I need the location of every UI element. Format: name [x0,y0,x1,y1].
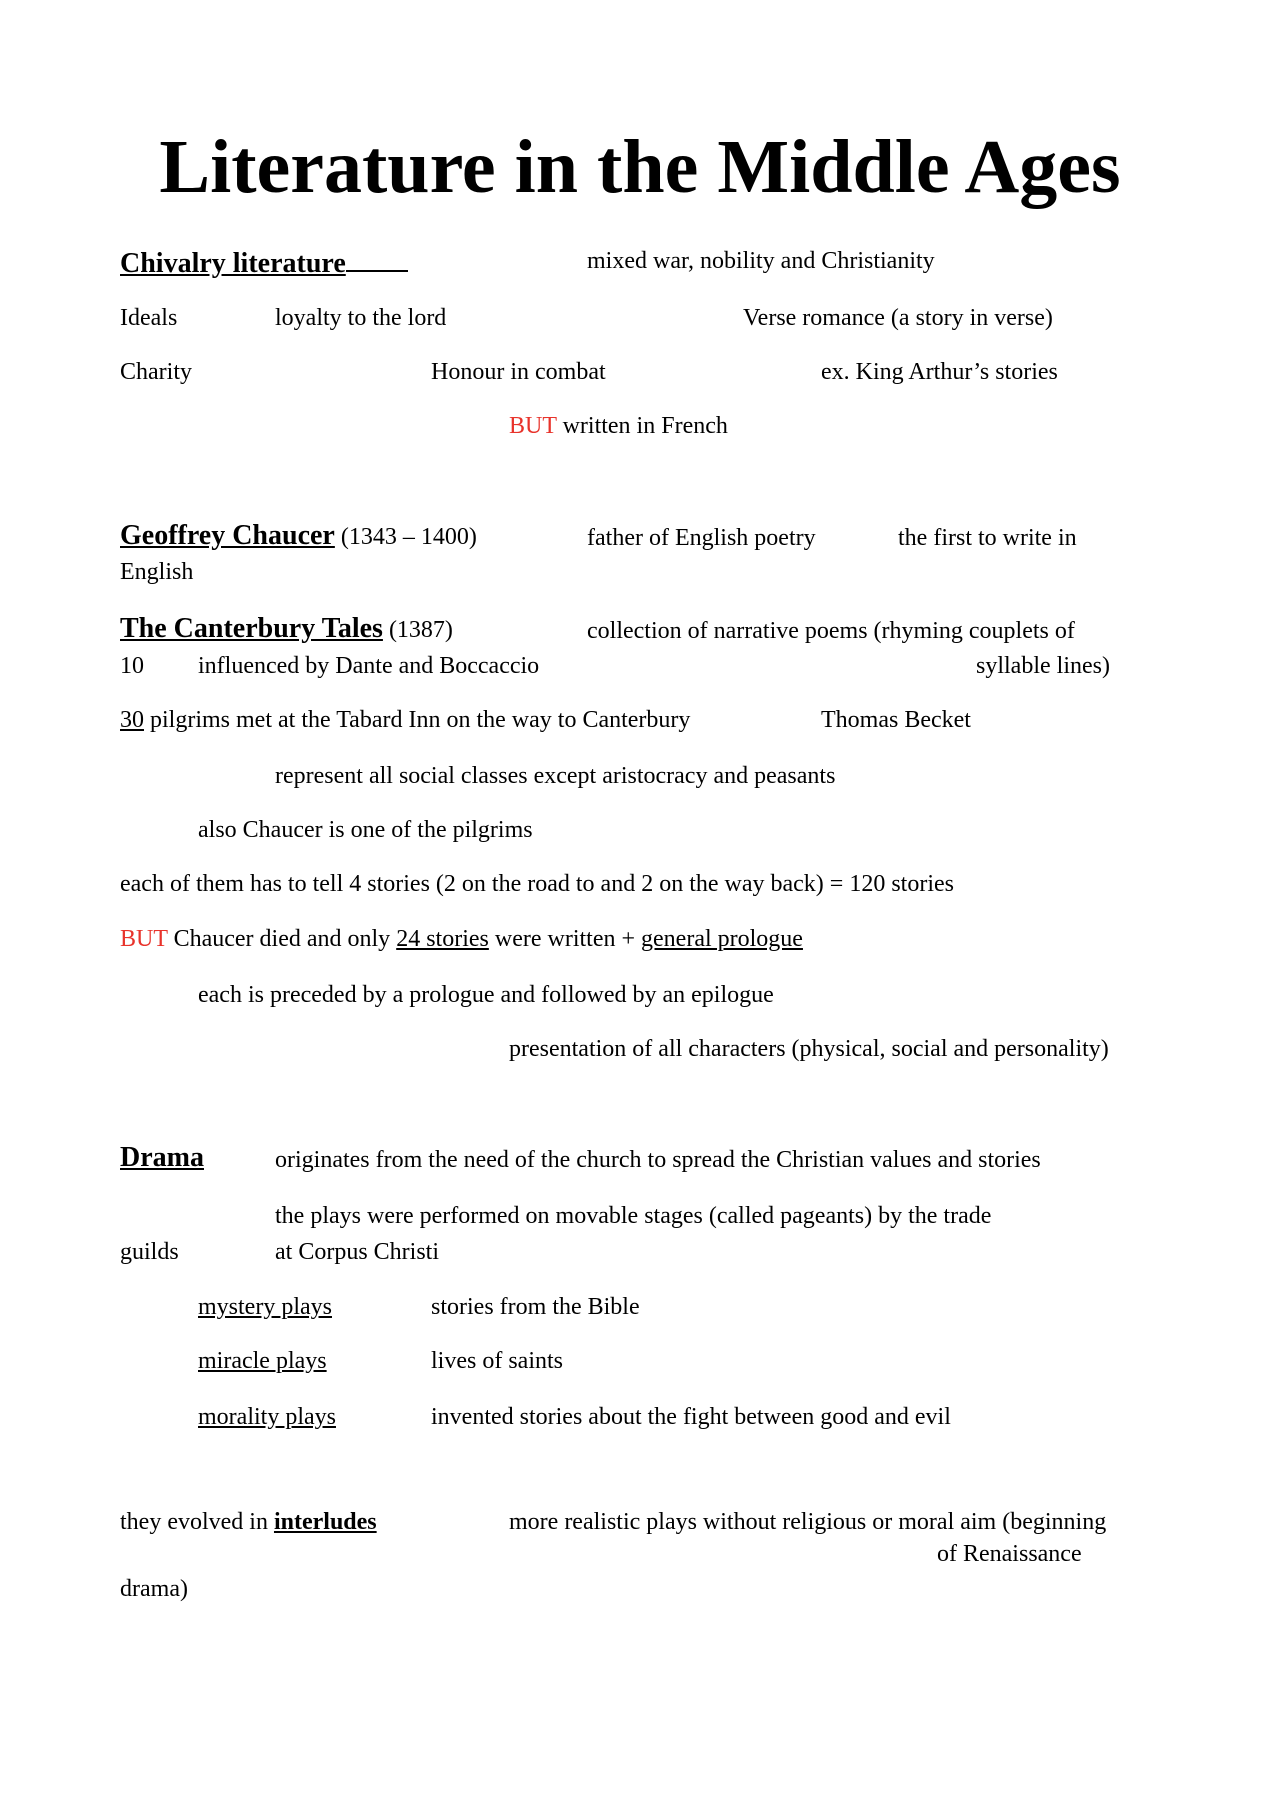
each-tell-text: each of them has to tell 4 stories (2 on the road to and 2 on the way back) = 120 stories [120,871,954,897]
becket-text: Thomas Becket [821,707,971,733]
chaucer-heading: Geoffrey Chaucer [120,520,335,551]
collection-text: collection of narrative poems (rhyming couplets of [587,618,1075,644]
drama-heading-wrap [120,1144,204,1173]
french-text: written in French [562,413,728,439]
guilds-text: guilds [120,1239,179,1265]
example-text: ex. King Arthur’s stories [821,359,1058,385]
corpus-text: at Corpus Christi [275,1239,440,1265]
ideals-label: Ideals [120,305,178,331]
but-red: BUT [509,413,557,439]
chaucer-dates: (1343 – 1400) [340,524,477,550]
but-red-2: BUT [120,926,168,952]
verse-romance-text: Verse romance (a story in verse) [743,305,1053,331]
preceded-text: each is preceded by a prologue and followed by an epilogue [198,982,774,1008]
influenced-text: influenced by Dante and Boccaccio [198,653,540,679]
tales-year: (1387) [388,617,453,643]
morality-desc: invented stories about the fight between good and evil [431,1404,951,1430]
written-text: were written + [494,926,636,952]
french-line [509,412,728,440]
mystery-desc: stories from the Bible [431,1294,640,1320]
morality-plays: morality plays [198,1404,336,1430]
chivalry-heading [120,244,408,279]
interludes-term: interludes [273,1509,377,1535]
died-text: Chaucer died and only [173,926,391,952]
miracle-desc: lives of saints [431,1348,563,1374]
honour-text: Honour in combat [431,359,606,385]
father-text: father of English poetry [587,525,816,551]
plays-text: the plays were performed on movable stages (called pageants) by the trade [275,1203,992,1229]
general-prologue: general prologue [641,926,803,952]
chivalry-description: mixed war, nobility and Christianity [587,248,935,274]
also-chaucer-text: also Chaucer is one of the pilgrims [198,817,533,843]
stories-24: 24 stories [396,926,489,952]
tales-heading: The Canterbury Tales [120,613,383,644]
presentation-text: presentation of all characters (physical, social and personality) [509,1036,1109,1062]
died-line [120,925,803,953]
renaissance-text: of Renaissance [937,1541,1082,1567]
ten-text: 10 [120,653,144,679]
syllable-text: syllable lines) [976,653,1110,679]
mystery-plays: mystery plays [198,1294,332,1320]
english-text: English [120,559,194,585]
drama-end-text: drama) [120,1576,188,1602]
pilgrims-line [120,706,690,734]
first-english-text: the first to write in [898,525,1077,551]
pilgrims-text: pilgrims met at the Tabard Inn on the way to Canterbury [150,707,691,733]
miracle-plays: miracle plays [198,1348,327,1374]
evolved-line [120,1508,377,1536]
drama-heading: Drama [120,1142,204,1173]
chaucer-line [120,522,477,551]
originates-text: originates from the need of the church to spread the Christian values and stories [275,1147,1041,1173]
page-title: Literature in the Middle Ages [159,125,1121,209]
loyalty-text: loyalty to the lord [275,305,447,331]
tales-line [120,615,453,644]
realistic-text: more realistic plays without religious or moral aim (beginning [509,1509,1107,1535]
represent-text: represent all social classes except aristocracy and peasants [275,763,836,789]
charity-label: Charity [120,359,192,385]
heading-underline-extension [346,244,408,272]
evolved-text: they evolved in [120,1509,268,1535]
thirty-number: 30 [120,707,144,733]
chivalry-heading-text: Chivalry literature [120,248,346,279]
